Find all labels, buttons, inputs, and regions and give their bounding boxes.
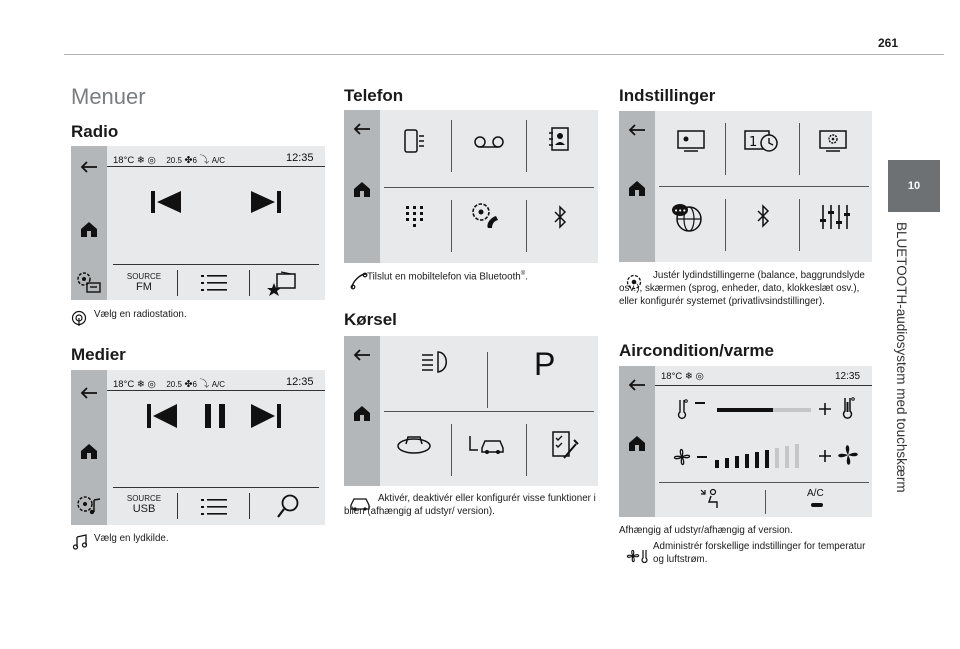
call-log-icon[interactable] <box>403 128 425 154</box>
telefon-caption <box>367 268 599 283</box>
divider <box>249 493 250 519</box>
chapter-title-text: BLUETOOTH-audiosystem med touchskærm <box>894 222 909 493</box>
fan-level-bars[interactable] <box>715 442 811 468</box>
page-number: 261 <box>878 36 899 50</box>
back-arrow-icon[interactable] <box>352 122 372 136</box>
telefon-caption-text: Tilslut en mobiltelefon via Bluetooth <box>367 271 521 283</box>
source-value: USB <box>132 503 156 515</box>
radio-heading: Radio <box>71 122 119 141</box>
search-icon[interactable] <box>277 494 299 518</box>
temp-high-icon <box>841 396 855 420</box>
fan-high-icon <box>835 442 861 468</box>
fan-plus-button[interactable] <box>819 450 831 462</box>
radio-settings-icon[interactable] <box>76 271 102 293</box>
svg-text:•••: ••• <box>674 207 687 215</box>
aircondition-heading: Aircondition/varme <box>619 341 774 360</box>
status-fan-temp: 20.5 <box>166 156 182 165</box>
source-button[interactable] <box>121 272 167 292</box>
divider <box>799 199 800 251</box>
headlight-icon[interactable] <box>420 350 452 374</box>
fan-level-bar <box>785 446 789 468</box>
status-temp: 18°C <box>113 155 135 166</box>
telefon-screen <box>344 110 598 263</box>
pause-icon[interactable] <box>203 404 227 428</box>
fan-level-bar <box>765 450 769 468</box>
fan-level-bar <box>735 456 739 468</box>
home-icon[interactable] <box>627 434 647 452</box>
radio-caption: Vælg en radiostation. <box>94 309 187 320</box>
language-globe-icon[interactable] <box>671 201 705 233</box>
vehicle-top-icon[interactable] <box>396 432 432 456</box>
temp-slider-track[interactable] <box>717 408 811 412</box>
divider <box>526 424 527 476</box>
medier-caption: Vælg en lydkilde. <box>94 533 169 544</box>
header-rule <box>64 54 944 55</box>
music-note-icon <box>72 534 88 550</box>
ac-button[interactable]: A/C <box>807 488 824 499</box>
fan-level-bar <box>775 448 779 468</box>
source-button[interactable] <box>121 494 167 514</box>
back-arrow-icon[interactable] <box>79 386 99 400</box>
home-icon[interactable] <box>352 404 372 422</box>
divider <box>177 270 178 296</box>
favorite-radio-icon[interactable] <box>269 270 297 296</box>
divider <box>526 120 527 172</box>
status-ac: A/C <box>211 380 226 389</box>
status-divider <box>107 390 325 391</box>
divider <box>249 270 250 296</box>
display-settings-icon[interactable] <box>818 129 848 153</box>
divider <box>451 424 452 476</box>
status-fan-level: 6 <box>192 380 197 389</box>
list-icon[interactable] <box>201 498 227 516</box>
back-arrow-icon[interactable] <box>627 123 647 137</box>
previous-track-icon[interactable] <box>147 404 177 428</box>
korsel-middle-divider <box>384 411 594 412</box>
status-temp: 18°C <box>661 371 683 382</box>
source-label: SOURCE <box>126 272 162 281</box>
radio-caption-icon <box>71 310 87 326</box>
divider <box>526 200 527 252</box>
section-heading: Menuer <box>71 84 146 109</box>
fan-level-bar <box>755 452 759 468</box>
divider <box>725 123 726 175</box>
home-icon[interactable] <box>79 442 99 460</box>
indstillinger-screen <box>619 111 872 262</box>
temp-slider-fill <box>717 408 773 412</box>
phone-settings-icon[interactable] <box>470 202 500 230</box>
aircondition-bottom-divider <box>659 482 869 483</box>
telefon-caption-end: . <box>525 271 528 283</box>
radio-screen <box>71 146 325 300</box>
divider <box>487 352 488 408</box>
status-bar: 18°C ❄ ◎ 20.5 ✤6 ⤵ A/C <box>113 379 226 390</box>
temp-minus-button[interactable] <box>695 402 705 404</box>
back-arrow-icon[interactable] <box>627 378 647 392</box>
svg-text:1: 1 <box>749 135 758 150</box>
chapter-tab[interactable]: 10 <box>888 160 940 212</box>
status-temp: 18°C <box>113 379 135 390</box>
fan-level-bar <box>715 460 719 468</box>
divider <box>765 490 766 514</box>
fan-low-icon <box>671 446 693 468</box>
keypad-icon[interactable] <box>406 206 424 228</box>
source-value: FM <box>136 281 152 293</box>
bluetooth-icon[interactable] <box>757 205 769 227</box>
indstillinger-middle-divider <box>659 186 869 187</box>
divider <box>177 493 178 519</box>
bluetooth-icon[interactable] <box>554 206 566 228</box>
temp-low-icon <box>677 398 689 420</box>
home-icon[interactable] <box>79 220 99 238</box>
aircondition-screen <box>619 366 872 517</box>
source-label: SOURCE <box>126 494 162 503</box>
seat-car-icon[interactable] <box>466 434 506 456</box>
divider <box>799 123 800 175</box>
home-icon[interactable] <box>627 179 647 197</box>
status-time: 12:35 <box>286 376 314 388</box>
korsel-heading: Kørsel <box>344 310 397 329</box>
chapter-title <box>893 222 913 552</box>
indstillinger-heading: Indstillinger <box>619 86 716 105</box>
indstillinger-caption: Justér lydindstillingerne (balance, baggrundslyde osv.), skærmen (sprog, enheder, dato, klokkeslæt osv.), eller konfigurér systemet (privatlivsindstillinger). <box>619 270 865 307</box>
fan-level-bar <box>795 444 799 468</box>
divider <box>451 200 452 252</box>
korsel-screen <box>344 336 598 486</box>
telefon-heading: Telefon <box>344 86 404 105</box>
status-ac: A/C <box>211 156 226 165</box>
date-time-icon[interactable] <box>743 127 779 155</box>
registered-mark: ® <box>520 271 526 277</box>
home-icon[interactable] <box>352 180 372 198</box>
status-bar: 18°C ❄ ◎ 20.5 ✤6 ⤵ A/C <box>113 155 226 166</box>
telefon-middle-divider <box>384 187 594 188</box>
list-icon[interactable] <box>201 274 227 292</box>
status-divider <box>655 385 872 386</box>
equalizer-icon[interactable] <box>819 203 849 231</box>
radio-bottom-divider <box>113 264 319 265</box>
next-track-icon[interactable] <box>251 404 281 428</box>
fan-level-bar <box>745 454 749 468</box>
divider <box>451 120 452 172</box>
back-arrow-icon[interactable] <box>79 160 99 174</box>
status-time: 12:35 <box>835 371 861 382</box>
status-fan-temp: 20.5 <box>166 380 182 389</box>
divider <box>725 199 726 251</box>
voicemail-icon[interactable] <box>474 135 504 149</box>
back-arrow-icon[interactable] <box>352 348 372 362</box>
phone-caption-icon <box>350 272 368 290</box>
previous-track-icon[interactable] <box>151 191 181 213</box>
media-settings-icon[interactable] <box>76 494 102 516</box>
aircondition-caption-1: Afhængig af udstyr/afhængig af version. <box>619 525 793 536</box>
medier-heading: Medier <box>71 345 126 364</box>
korsel-caption: Aktivér, deaktivér eller konfigurér visse funktioner i bilen (afhængig af udstyr/ version). <box>344 493 596 517</box>
next-track-icon[interactable] <box>251 191 281 213</box>
air-distribution-icon[interactable] <box>699 488 725 510</box>
contacts-icon[interactable] <box>548 126 570 152</box>
fan-level-bar <box>725 458 729 468</box>
display-brightness-icon[interactable] <box>676 129 706 153</box>
aircondition-caption-2: Administrér forskellige indstillinger for temperatur og luftstrøm. <box>653 541 866 565</box>
medier-bottom-divider <box>113 487 319 488</box>
status-divider <box>107 166 325 167</box>
checklist-wrench-icon[interactable] <box>550 430 580 460</box>
parking-icon[interactable]: P <box>534 346 556 382</box>
status-fan-level: 6 <box>192 156 197 165</box>
temp-plus-button[interactable] <box>819 403 831 415</box>
ac-indicator <box>811 503 823 507</box>
status-time: 12:35 <box>286 152 314 164</box>
medier-screen <box>71 370 325 525</box>
fan-minus-button[interactable] <box>697 456 707 458</box>
status-bar: 18°C ❄ ◎ <box>661 371 704 382</box>
